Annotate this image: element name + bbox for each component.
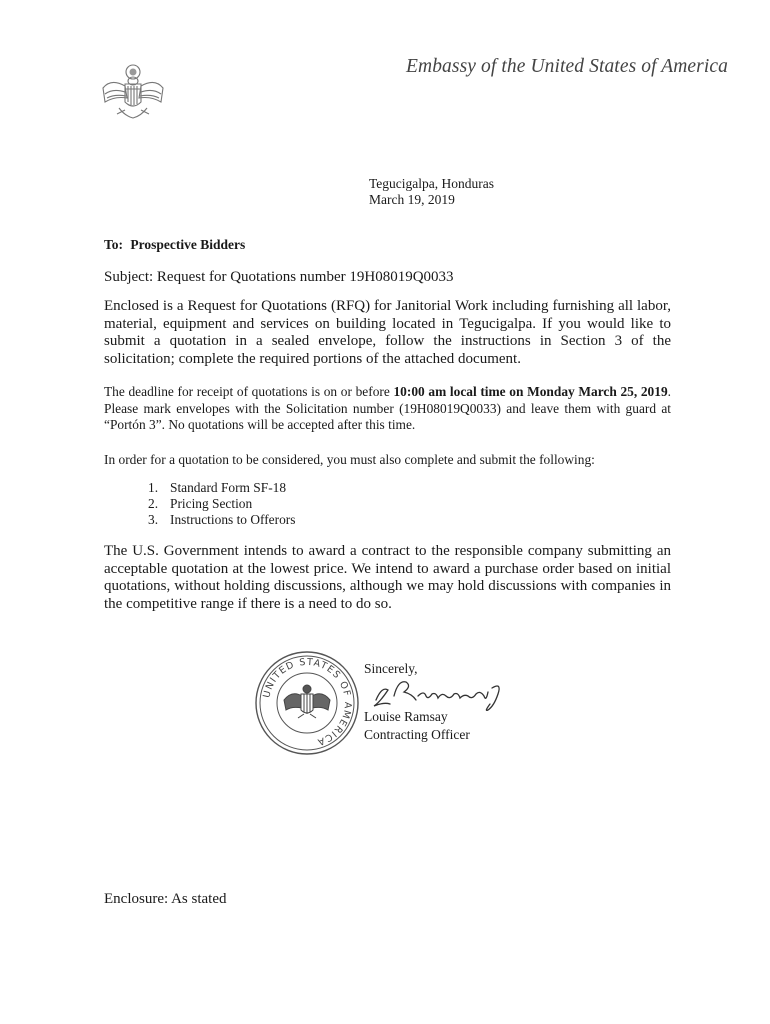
deadline-paragraph: [104, 384, 671, 434]
signer-title: Contracting Officer: [364, 727, 470, 742]
letter-date: March 19, 2019: [369, 192, 455, 207]
list-item: 2. Pricing Section: [148, 496, 253, 511]
list-item: 1. Standard Form SF-18: [148, 480, 287, 495]
official-seal-stamp-icon: [254, 650, 360, 756]
signature-block: [364, 660, 470, 744]
enclosure-note: Enclosure: As stated: [104, 891, 227, 907]
list-item: 3. Instructions to Offerors: [148, 512, 296, 527]
embassy-seal-icon: [97, 58, 169, 130]
city: Tegucigalpa, Honduras: [369, 176, 495, 191]
subject-line: Subject: Request for Quotations number 19H08019Q0033: [104, 269, 454, 285]
location-date-block: [369, 176, 494, 208]
signer-name: Louise Ramsay: [364, 709, 448, 724]
closing: Sincerely,: [364, 661, 418, 676]
embassy-letterhead: Embassy of the United States of America: [406, 56, 728, 77]
deadline-text-before: The deadline for receipt of quotations is on or before: [104, 384, 394, 399]
deadline-time: 10:00 am local time on Monday March 25, 2019: [393, 384, 668, 399]
recipient-label: To:: [104, 237, 124, 252]
svg-text:UNITED STATES OF AMERICA: UNITED STATES OF AMERICA: [261, 656, 354, 748]
deadline-text-after: . Please mark envelopes with the Solicitation number (19H08019Q0033) and leave them with guard at “Portón 3”. No quotations will be accepted after this time.: [104, 384, 672, 432]
requirements-list: [148, 480, 295, 528]
intro-paragraph: Enclosed is a Request for Quotations (RFQ) for Janitorial Work including furnishing all labor, material, equipment and services on building located in Tegucigalpa. If you would like to submit a quotation in a sealed envelope, follow the instructions in Section 3 of the solicitation; complete the required portions of the attached document.: [104, 298, 671, 367]
award-paragraph: The U.S. Government intends to award a contract to the responsible company submitting an acceptable quotation at the lowest price. We intend to award a purchase order based on initial quotations, without holding discussions, although we may hold discussions with companies in the competitive range if there is a need to do so.: [104, 543, 671, 612]
recipient-line: [104, 237, 245, 253]
recipient-value: Prospective Bidders: [130, 237, 246, 252]
requirements-intro: In order for a quotation to be considered, you must also complete and submit the following:: [104, 452, 595, 467]
